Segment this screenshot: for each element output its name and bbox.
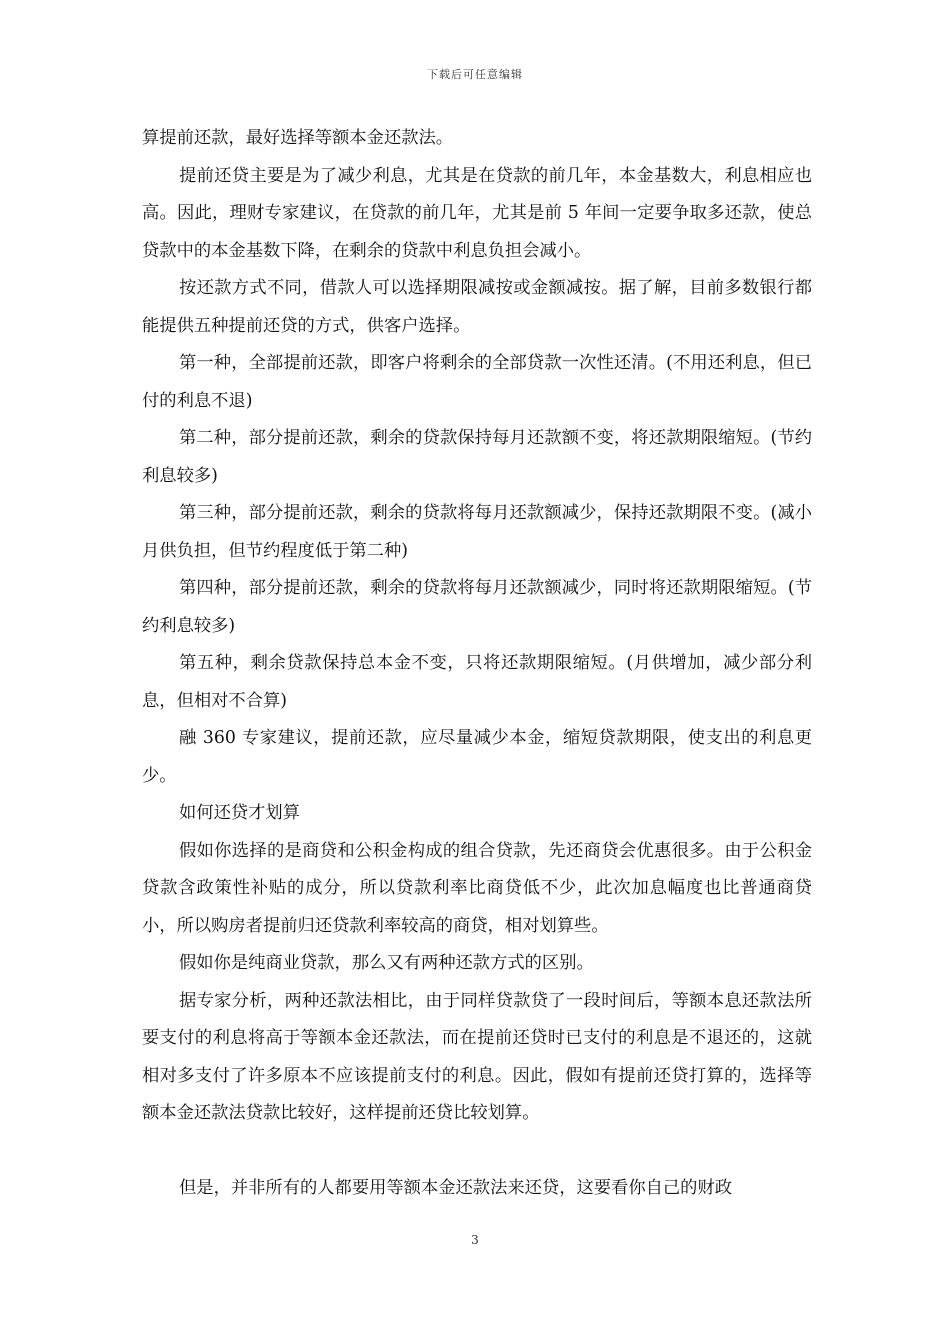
paragraph-option-2: 第二种，部分提前还款，剩余的贷款保持每月还款额不变，将还款期限缩短。(节约利息较多) bbox=[142, 428, 812, 486]
paragraph-option-1: 第一种，全部提前还款，即客户将剩余的全部贷款一次性还清。(不用还利息，但已付的利息不退) bbox=[142, 353, 812, 411]
paragraph-repayment-options: 按还款方式不同，借款人可以选择期限减按或金额减按。据了解，目前多数银行都能提供五种提前还贷的方式，供客户选择。 bbox=[142, 278, 812, 336]
paragraph-expert-advice: 融 360 专家建议，提前还款，应尽量减少本金，缩短贷款期限，使支出的利息更少。 bbox=[142, 728, 812, 786]
paragraph-prepayment-purpose: 提前还贷主要是为了减少利息，尤其是在贷款的前几年，本金基数大，利息相应也高。因此，理财专家建议，在贷款的前几年，尤其是前 5 年间一定要争取多还款，使总贷款中的本金基数下降，在剩余的贷款中利息负担会减小。 bbox=[142, 165, 812, 261]
paragraph-option-4: 第四种，部分提前还款，剩余的贷款将每月还款额减少，同时将还款期限缩短。(节约利息较多) bbox=[142, 578, 812, 636]
section-heading: 如何还贷才划算 bbox=[179, 803, 300, 823]
paragraph-combined-loan: 假如你选择的是商贷和公积金构成的组合贷款，先还商贷会优惠很多。由于公积金贷款含政策性补贴的成分，所以贷款利率比商贷低不少，此次加息幅度也比普通商贷小，所以购房者提前归还贷款利率较高的商贷，相对划算些。 bbox=[142, 840, 812, 936]
paragraph-continuation: 算提前还款，最好选择等额本金还款法。 bbox=[142, 128, 454, 148]
document-body bbox=[142, 120, 812, 1208]
paragraph-spacer bbox=[142, 1133, 812, 1171]
page-number: 3 bbox=[471, 1233, 479, 1247]
paragraph-option-3: 第三种，部分提前还款，剩余的贷款将每月还款额减少，保持还款期限不变。(减小月供负担，但节约程度低于第二种) bbox=[142, 503, 812, 561]
paragraph-option-5: 第五种，剩余贷款保持总本金不变，只将还款期限缩短。(月供增加，减少部分利息，但相对不合算) bbox=[142, 653, 812, 711]
paragraph-commercial-loan: 假如你是纯商业贷款，那么又有两种还款方式的区别。 bbox=[179, 953, 594, 973]
paragraph-expert-analysis: 据专家分析，两种还款法相比，由于同样贷款贷了一段时间后，等额本息还款法所要支付的利息将高于等额本金还款法，而在提前还贷时已支付的利息是不退还的，这就相对多支付了许多原本不应该提前支付的利息。因此，假如有提前还贷打算的，选择等额本金还款法贷款比较好，这样提前还贷比较划算。 bbox=[142, 990, 812, 1123]
page-header: 下载后可任意编辑 bbox=[427, 68, 523, 81]
paragraph-however: 但是，并非所有的人都要用等额本金还款法来还贷，这要看你自己的财政 bbox=[179, 1178, 733, 1198]
